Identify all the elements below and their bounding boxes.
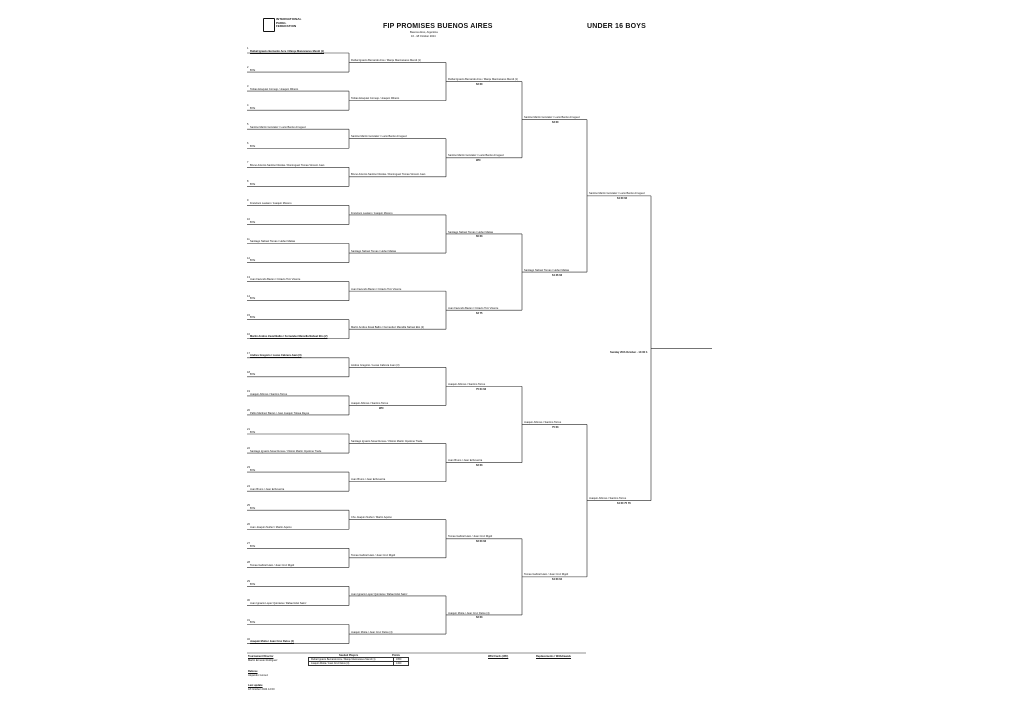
match-score: 75 63 <box>552 425 559 429</box>
wildcards-label: Wild Cards (WC) <box>488 655 509 658</box>
table-row <box>309 662 409 666</box>
seeded-points-cell: 1320 <box>394 662 409 666</box>
referee-name: Alejandro Gomez <box>248 674 269 677</box>
team-name: Chu Joaquin Nuñez / Martin Aquino <box>351 516 392 520</box>
category-title: UNDER 16 BOYS <box>587 23 647 30</box>
logo-line-2: PADEL <box>276 20 287 25</box>
team-name: BYE <box>250 506 256 510</box>
match-score: 63 60 <box>552 121 559 125</box>
seed-number: 5 <box>247 123 249 127</box>
match-score: 63 75 <box>476 311 483 315</box>
seed-number: 32 <box>247 637 250 641</box>
team-name: Santiago Nahuel Tomas / Heber Matias <box>524 268 570 272</box>
team-name: BYE <box>250 468 256 472</box>
team-name: Joaquin Motta / Juan Cruz Delos (4) <box>250 640 294 644</box>
seed-number: 9 <box>247 199 249 203</box>
team-name: Francisco Lautaro / Joaquin Moreno <box>351 211 393 215</box>
seed-number: 31 <box>247 618 250 622</box>
team-name: BYE <box>250 182 256 186</box>
team-name: Tobias Ezequiel Cornejo / Joaquin Ribeiro <box>250 87 299 91</box>
team-name: Juan Bruno / Juan Echeverria <box>250 487 285 491</box>
team-name: Joaquin Alfonso / Santino Torres <box>448 382 486 386</box>
match-score: WO <box>379 406 384 410</box>
team-name: Juan Joaquin Nuñez / Martin Aquino <box>250 525 292 529</box>
team-name: Juan Bruno / Juan Echeverria <box>448 459 483 463</box>
match-score: 64 60 75 76 <box>617 502 631 506</box>
match-score: 64 36 63 <box>552 273 563 277</box>
team-name: Santino Martin Gonzalez / Lucio Benito Arruguez <box>448 154 504 158</box>
seed-number: 25 <box>247 504 250 508</box>
seed-number: 20 <box>247 408 250 412</box>
team-name: Joaquin Motta / Juan Cruz Delos (4) <box>448 611 490 615</box>
team-name: BYE <box>250 221 256 225</box>
team-name: BYE <box>250 621 256 625</box>
seed-number: 19 <box>247 389 250 393</box>
team-name: BYE <box>250 583 256 586</box>
team-name: Tomas Gabriel Haro / Juan Cruz Rigoli <box>351 554 396 558</box>
team-name: BYE <box>250 144 256 148</box>
match-score: 64 63 64 <box>552 578 563 582</box>
logo-line-1: INTERNATIONAL <box>276 17 302 21</box>
seed-number: 8 <box>247 180 249 184</box>
seed-number: 17 <box>247 351 250 355</box>
seed-number: 29 <box>247 580 250 584</box>
last-update-label: Last update <box>248 684 263 687</box>
seed-number: 24 <box>247 485 250 489</box>
seed-number: 10 <box>247 218 250 222</box>
seeded-points-cell: 1650 <box>394 658 409 662</box>
seed-number: 15 <box>247 313 250 317</box>
seed-number: 12 <box>247 256 250 260</box>
team-name: Joaquin Alfonso / Santino Torres <box>589 497 627 501</box>
seed-number: 30 <box>247 599 250 603</box>
team-name: Tobias Ezequiel Cornejo / Joaquin Ribeiro <box>351 97 400 101</box>
seed-number: 27 <box>247 542 250 546</box>
team-name: Ruibal Ignacio Bernardo Arce / Marqu Manzanares Mendi (1) <box>250 49 324 53</box>
seed-number: 14 <box>247 294 250 298</box>
team-name: Santiago Nahuel Tomas / Heber Matias <box>351 249 397 253</box>
team-name: Joaquin Alfonso / Santino Torres <box>351 402 389 406</box>
team-name: Santino Martin Gonzalez / Lucio Benito Arruguez <box>589 192 645 196</box>
last-update-value: 18 October 2024 12:00 <box>248 688 275 691</box>
final-schedule-label: Sunday 20th October - 14:30 h <box>610 351 648 354</box>
team-name: Santiago Nahuel Tomas / Heber Matias <box>250 240 296 244</box>
team-name: Juan Facundo Bazan / Octavio Tizo Vicente <box>448 306 499 310</box>
supervisor-label: Tournament Director <box>248 655 274 658</box>
team-name: BYE <box>250 106 256 110</box>
seed-number: 4 <box>247 104 249 108</box>
seeded-table <box>308 657 409 666</box>
seed-number: 13 <box>247 275 250 279</box>
match-score: 62 63 <box>476 616 483 620</box>
tournament-dates: 16 - 18 October 2024 <box>411 35 436 38</box>
team-name: BYE <box>250 316 256 320</box>
seed-number: 1 <box>247 47 249 50</box>
match-score: WO <box>476 159 481 163</box>
team-name: Tomas Gabriel Haro / Juan Cruz Rigoli <box>250 563 295 567</box>
seeded-name-cell: Ruibal Ignacio Bernardo Arce / Marqu Manzanares Mendi (1) <box>309 658 394 662</box>
team-name: Bruno Antonio Santino Nicolas / Dominguez Tomas Vincent Juan <box>351 173 426 177</box>
team-name: Tomas Gabriel Haro / Juan Cruz Rigoli <box>448 535 493 539</box>
substitutes-label: Replacements / Withdrawals <box>536 655 572 658</box>
team-name: Joaquin Alfonso / Santino Torres <box>250 392 288 396</box>
seed-number: 3 <box>247 85 249 89</box>
match-score: 64 60 62 <box>617 197 628 201</box>
team-name: Santiago Ignacio Sosa Dumas / Vittorio Martin Cipolone Trede <box>351 440 423 444</box>
seed-number: 16 <box>247 332 250 336</box>
team-name: Juan Facundo Bazan / Octavio Tizo Vicente <box>351 287 402 291</box>
seed-number: 6 <box>247 142 249 146</box>
points-header: Points <box>392 654 400 657</box>
team-name: BYE <box>250 259 256 263</box>
supervisor-name: Martin Ernesto Rodriguez <box>248 659 278 662</box>
team-name: BYE <box>250 430 256 434</box>
match-score: 62 63 63 <box>476 540 487 544</box>
team-name: Santino Martin Gonzalez / Lucio Benito Arruguez <box>250 125 306 129</box>
team-name: Bruno Antonio Santino Nicolas / Dominguez Tomas Vincent Juan <box>250 163 325 167</box>
seed-number: 21 <box>247 428 250 431</box>
team-name: Santiago Ignacio Sosa Dumas / Vittorio Martin Cipolone Trede <box>250 449 322 453</box>
team-name: Martin Andres Zaval Balbo / Fernandez Mansilla Nahuel Elio (2) <box>351 325 425 329</box>
seed-number: 23 <box>247 466 250 470</box>
team-name: Martin Andres Zaval Balbo / Fernandez Mansilla Nahuel Elio (2) <box>250 335 328 339</box>
seed-number: 22 <box>247 447 250 451</box>
team-name: Andres Gregorio / Lucas Cabrera Juan (3) <box>351 363 400 367</box>
logo-line-3: FEDERATION <box>276 24 297 29</box>
seed-number: 11 <box>247 237 250 241</box>
team-name: BYE <box>250 373 256 377</box>
team-name: Santino Martin Gonzalez / Lucio Benito Arruguez <box>351 135 407 139</box>
referee-label: Referee <box>248 670 258 673</box>
team-name: Pablo Martinez Bazan / Juan Joaquin Tolosa Reyes <box>250 411 310 415</box>
team-name: Santiago Nahuel Tomas / Heber Matias <box>448 230 494 234</box>
team-name: Juan Bruno / Juan Echeverria <box>351 478 386 482</box>
match-score: 75 64 63 <box>476 387 487 391</box>
team-name: Ruibal Ignacio Bernardo Arce / Marqu Manzanares Mendi (1) <box>351 59 421 63</box>
match-score: 62 63 <box>476 464 483 468</box>
seeded-name-cell: Joaquin Motta / Juan Cruz Delos (4) <box>309 662 394 666</box>
seed-number: 18 <box>247 370 250 374</box>
seed-number: 26 <box>247 523 250 527</box>
seed-number: 28 <box>247 561 250 565</box>
team-name: Francisco Lautaro / Joaquin Moreno <box>250 202 292 205</box>
seed-number: 7 <box>247 161 249 165</box>
team-name: Joaquin Motta / Juan Cruz Delos (4) <box>351 630 393 634</box>
seed-number: 2 <box>247 66 249 70</box>
team-name: Tomas Gabriel Haro / Juan Cruz Rigoli <box>524 573 569 577</box>
team-name: Ruibal Ignacio Bernardo Arce / Marqu Manzanares Mendi (1) <box>448 78 518 82</box>
team-name: Santino Martin Gonzalez / Lucio Benito Arruguez <box>524 116 580 120</box>
team-name: BYE <box>250 544 256 548</box>
match-score: 60 63 <box>476 235 483 239</box>
team-name: Joaquin Alfonso / Santino Torres <box>524 421 562 425</box>
team-name: BYE <box>250 68 256 72</box>
team-name: Juan Ignacio Lopez Quintana / Rafael Ariel Sainz <box>250 602 307 606</box>
team-name: Juan Facundo Bazan / Octavio Tizo Vicente <box>250 278 301 282</box>
page-title: FIP PROMISES BUENOS AIRES <box>383 23 493 30</box>
match-score: 62 60 <box>476 83 483 87</box>
team-name: Juan Ignacio Lopez Quintana / Rafael Ariel Sainz <box>351 592 408 596</box>
team-name: BYE <box>250 297 256 301</box>
team-name: Andres Gregorio / Lucas Cabrera Juan (3) <box>250 354 302 358</box>
seeded-header: Seeded Players <box>339 654 359 657</box>
tournament-location: Buenos Aires, Argentina <box>410 31 438 34</box>
